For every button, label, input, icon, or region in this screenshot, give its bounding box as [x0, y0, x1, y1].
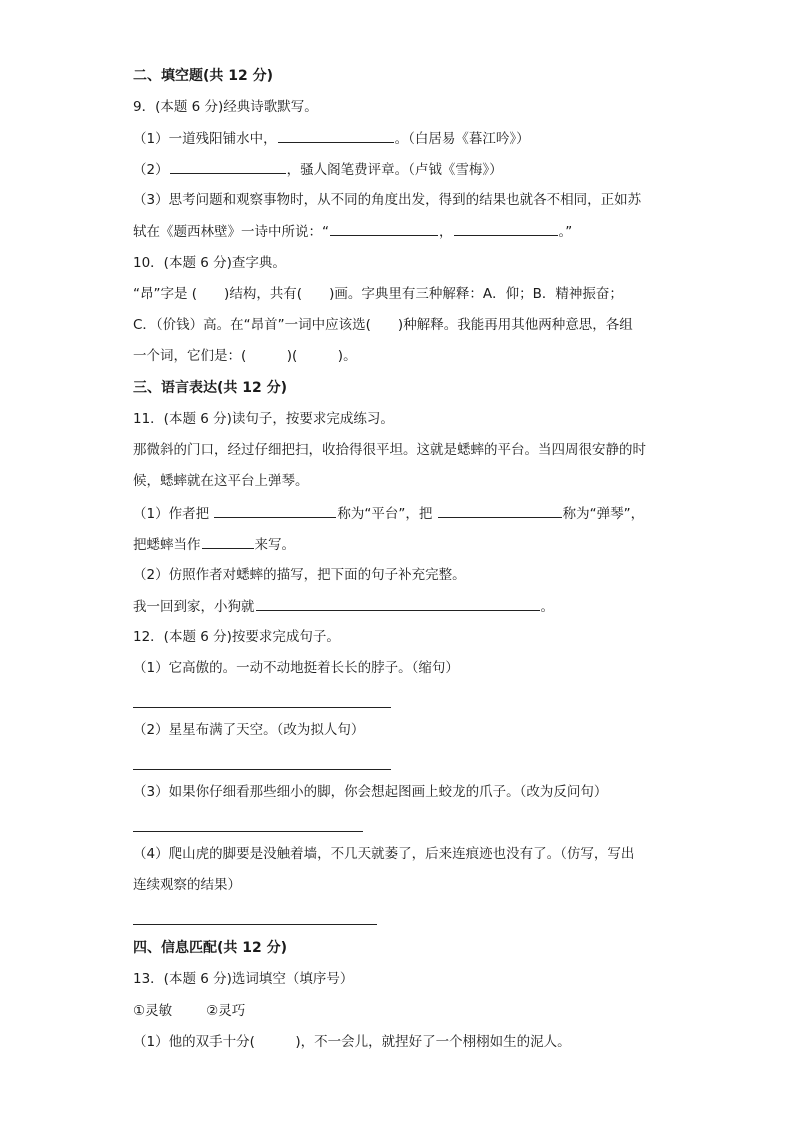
question-11-item-1-cont: 把蟋蟀当作 来写。: [133, 534, 295, 555]
answer-blank[interactable]: [214, 503, 336, 518]
question-11-stem: 11．(本题 6 分)读句子，按要求完成练习。: [133, 411, 394, 427]
question-11-item-2: （2）仿照作者对蟋蟀的描写，把下面的句子补充完整。: [133, 567, 466, 583]
answer-blank[interactable]: [278, 128, 394, 143]
question-13-stem: 13．(本题 6 分)选词填空（填序号）: [133, 971, 354, 987]
question-12-item-3: （3）如果你仔细看那些细小的脚，你会想起图画上蛟龙的爪子。（改为反问句）: [133, 784, 608, 800]
question-12-item-1: （1）它高傲的。一动不动地挺着长长的脖子。（缩句）: [133, 660, 459, 676]
question-12-stem: 12．(本题 6 分)按要求完成句子。: [133, 629, 340, 645]
question-9-item-3-line1: （3）思考问题和观察事物时，从不同的角度出发，得到的结果也就各不相同，正如苏: [133, 192, 642, 208]
answer-blank[interactable]: [170, 159, 286, 174]
answer-blank[interactable]: [454, 221, 558, 236]
answer-line[interactable]: [133, 831, 363, 832]
section-heading-info-matching: 四、信息匹配(共 12 分): [133, 940, 288, 956]
answer-blank[interactable]: [330, 221, 438, 236]
question-10-line2: C．（价钱）高。在“昂首”一词中应该选( )种解释。我能再用其他两种意思，各组: [133, 317, 633, 333]
question-9-item-1: （1）一道残阳铺水中， 。（白居易《暮江吟》）: [133, 128, 530, 149]
option-1: ①灵敏: [133, 1003, 173, 1019]
question-9-item-2: （2） ，骚人阁笔费评章。（卢钺《雪梅》）: [133, 159, 503, 180]
question-11-item-1: （1）作者把 称为“平台”，把 称为“弹琴”，: [133, 503, 644, 524]
answer-blank[interactable]: [256, 596, 540, 611]
question-10-line1: “昂”字是 ( )结构，共有( )画。字典里有三种解释：A．仰；B．精神振奋；: [133, 286, 623, 302]
question-9-item-3-line2: 轼在《题西林壁》一诗中所说：“ ， 。”: [133, 221, 572, 242]
answer-line[interactable]: [133, 924, 377, 925]
answer-line[interactable]: [133, 707, 391, 708]
question-9-stem: 9．(本题 6 分)经典诗歌默写。: [133, 99, 318, 115]
question-12-item-2: （2）星星布满了天空。（改为拟人句）: [133, 722, 365, 738]
section-heading-language-expression: 三、语言表达(共 12 分): [133, 380, 288, 396]
question-13-item-1: （1）他的双手十分( )，不一会儿，就捏好了一个栩栩如生的泥人。: [133, 1034, 571, 1050]
question-12-item-4-line2: 连续观察的结果）: [133, 877, 241, 893]
answer-line[interactable]: [133, 769, 391, 770]
question-11-item-2-sentence: 我一回到家，小狗就 。: [133, 596, 554, 617]
question-12-item-4-line1: （4）爬山虎的脚要是没触着墙，不几天就萎了，后来连痕迹也没有了。（仿写，写出: [133, 846, 635, 862]
question-11-text-line1: 那微斜的门口，经过仔细把扫，收拾得很平坦。这就是蟋蟀的平台。当四周很安静的时: [133, 442, 646, 458]
question-10-stem: 10．(本题 6 分)查字典。: [133, 255, 286, 271]
section-heading-fill-blanks: 二、填空题(共 12 分): [133, 68, 274, 84]
question-13-options: [133, 1001, 245, 1021]
answer-blank[interactable]: [438, 503, 562, 518]
question-10-line3: 一个词，它们是：( )( )。: [133, 348, 357, 364]
answer-blank[interactable]: [202, 534, 254, 549]
option-2: ②灵巧: [206, 1003, 246, 1019]
question-11-text-line2: 候，蟋蟀就在这平台上弹琴。: [133, 473, 309, 489]
